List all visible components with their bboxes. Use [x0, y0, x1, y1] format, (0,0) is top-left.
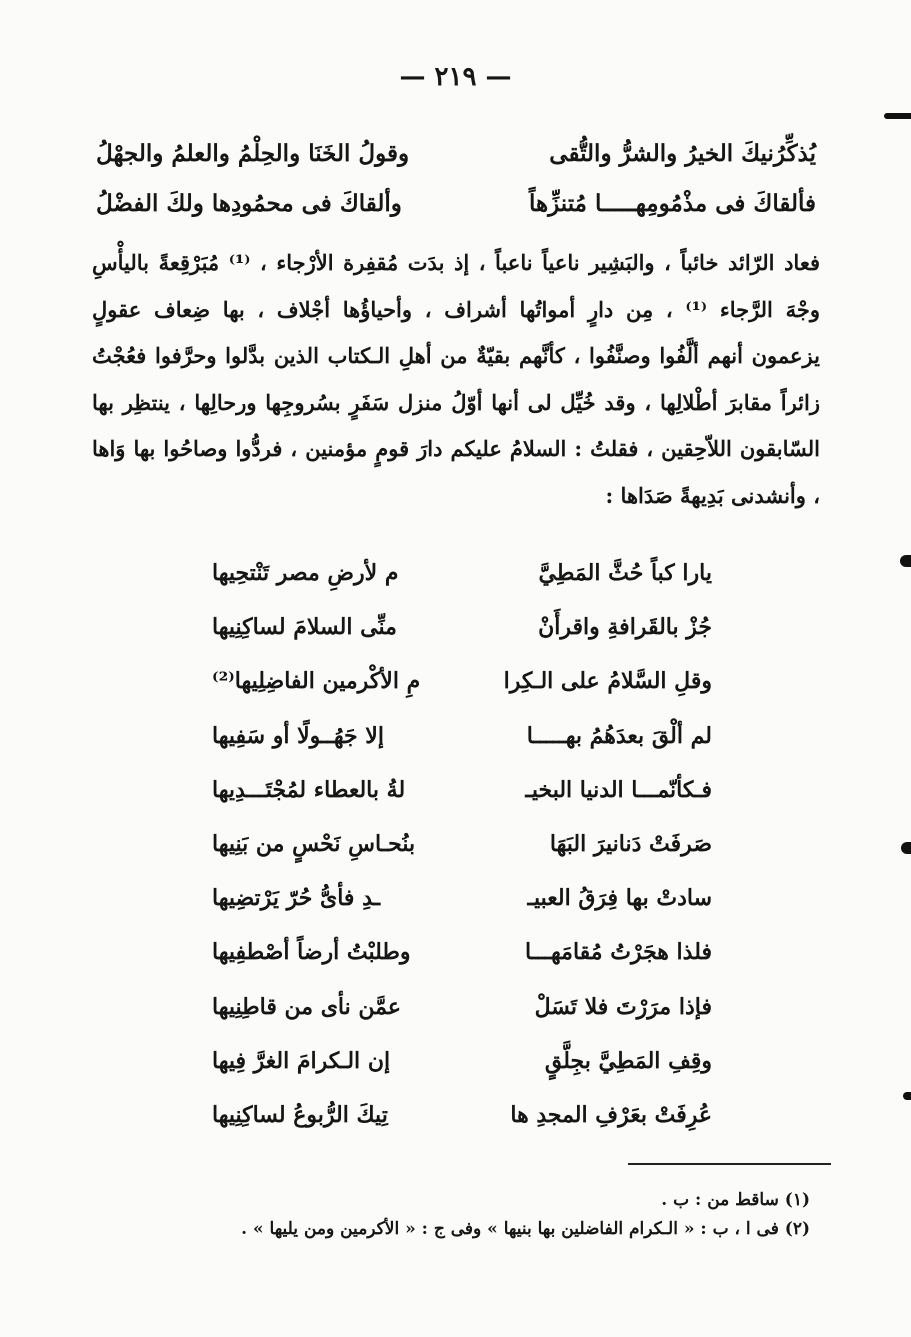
footnote: (١) ساقط من : ب . [661, 1190, 810, 1210]
verse-second-hemistich: لةُ بالعطاء لمُجْتَـــدِيها [212, 776, 406, 803]
verse-second-hemistich: تِيكَ الرُّبوعُ لساكِنِيها [212, 1101, 388, 1128]
poem-verse [212, 1102, 712, 1156]
verse-first-hemistich: سادتْ بها فِرَقُ العبيـ [527, 885, 712, 912]
poem-verse [212, 939, 712, 993]
poem-verse [212, 668, 712, 722]
verse-first-hemistich: فلذا هجَرْتُ مُقامَهـــا [524, 939, 712, 966]
verse-first-hemistich: عُرِفَتْ بعَرْفِ المجدِ ها [510, 1101, 712, 1128]
verse-second-hemistich: عمَّن نأى من قاطِنِيها [212, 993, 401, 1020]
verse-first-hemistich: يُذكِّرُنيكَ الخيرُ والشرُّ والتُّقى [549, 140, 816, 167]
verse-first-hemistich: فإذا مرَرْتَ فلا تَسَلْ [534, 993, 712, 1020]
poem-verse [212, 831, 712, 885]
edge-scan-mark [901, 842, 911, 854]
verse-first-hemistich: فألقاكَ فى مذْمُومِهـــــا مُتنزِّهاً [528, 190, 816, 217]
opening-verse [96, 190, 816, 242]
opening-verse [96, 140, 816, 192]
edge-scan-mark [884, 113, 911, 119]
verse-second-hemistich: وقولُ الخَنَا والحِلْمُ والعلمُ والجهْلُ [96, 140, 410, 167]
verse-first-hemistich: لم ألْقَ بعدَهُمُ بهـــــا [526, 722, 712, 749]
verse-second-hemistich: منِّى السلامَ لساكِنِيها [212, 614, 397, 641]
verse-second-hemistich: إن الـكرامَ الغرَّ فِيها [212, 1047, 391, 1074]
page-number: — ٢١٩ — [399, 62, 512, 92]
verse-first-hemistich: وقِفِ المَطِيَّ بجِلَّقٍ [544, 1047, 712, 1074]
verse-first-hemistich: يارا كباً حُثَّ المَطِيَّ [538, 560, 712, 586]
verse-first-hemistich: جُزْ بالقَرافةِ واقرأَنْ [538, 614, 712, 641]
poem-verse [212, 723, 712, 777]
verse-second-hemistich: وألقاكَ فى محمُودِها ولكَ الفضْلُ [96, 190, 402, 217]
poem-verse [212, 777, 712, 831]
verse-first-hemistich: صَرفَتْ دَنانيرَ البَهَا [549, 830, 712, 857]
verse-first-hemistich: وقلِ السَّلامُ على الـكِرا [503, 668, 712, 695]
edge-scan-mark [903, 1092, 911, 1100]
prose-paragraph: فعاد الرّائد خائباً ، والبَشِير ناعياً ناعباً ، إذ بدَت مُقفِرة الأرْجاء ، ⁽¹⁾ مُبَرْقِعةً باليأْسِ وجْهَ الرَّجاء ⁽¹⁾ ، مِن دارٍ أمواتُها أشراف ، وأحياؤُها أجْلاف ، بها ضِعاف عقولٍ يزعمون أنهم ألَّفُوا وصنَّفُوا ، كأنَّهم بقيّةٌ من أهلِ الـكتاب الذين بدَّلوا وحرَّفوا فعُجْتُ زائراً مقابرَ أطْلالِها ، وقد خُيِّل لى أنها أوّلُ منزل سَفَرٍ بسُروجِها ورحالِها ، ينتظِر بها السّابقون اللاّحِقين ، فقلتُ : السلامُ عليكم دارَ قومٍ مؤمنين ، فردُّوا وصاحُوا بها وَاها ، وأنشدنى بَدِيهةً صَدَاها : [92, 250, 820, 508]
verse-second-hemistich: ـدِ فأىُّ حُرّ يَرْتضِيها [212, 885, 381, 912]
poem-verse [212, 614, 712, 668]
verse-second-hemistich: وطلبْتُ أرضاً أصْطفِيها [212, 939, 411, 966]
poem-verse [212, 994, 712, 1048]
footnote: (٢) فى ا ، ب : « الـكرام الفاضلين بها بنيها » وفى ج : « الأكرمين ومن يليها » . [241, 1219, 810, 1239]
poem-verse [212, 560, 712, 614]
verse-second-hemistich: مِ الأكْرمين الفاضِلِيها⁽²⁾ [212, 668, 421, 695]
verse-second-hemistich: م لأرضِ مصر تَنْتحِيها [212, 560, 399, 586]
footnote-separator [628, 1163, 831, 1165]
poem [212, 560, 712, 1156]
poem-verse [212, 1048, 712, 1102]
edge-scan-mark [900, 555, 911, 567]
verse-second-hemistich: بنُحـاسِ نَحْسٍ من بَنِيها [212, 830, 416, 857]
poem-verse [212, 885, 712, 939]
verse-second-hemistich: إلا جَهُــولًا أو سَفِيها [212, 722, 384, 749]
verse-first-hemistich: فـكأنّمـــا الدنيا البخيـ [525, 776, 712, 803]
